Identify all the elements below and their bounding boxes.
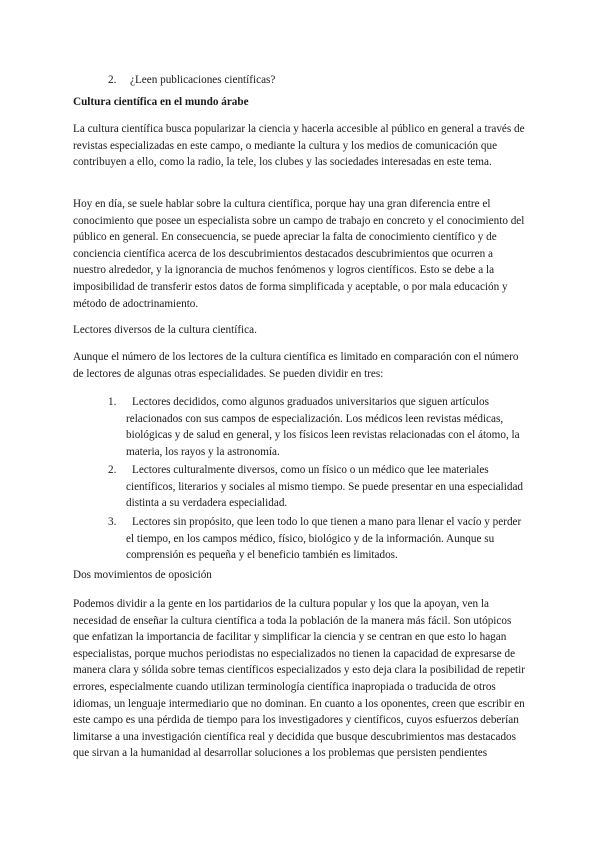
reader-type-item xyxy=(108,514,528,564)
subheading-readers: Lectores diversos de la cultura científica. xyxy=(73,324,257,336)
list-number: 2. xyxy=(108,74,117,86)
list-number: 2. xyxy=(108,464,117,476)
list-text: Lectores decididos, como algunos graduados universitarios que siguen artículos relacionados con sus campos de especialización. Los médicos leen revistas médicas, biológicas y de salud en general, y los físicos leen revistas relacionadas con el átomo, la materia, los rayos y la astronomía. xyxy=(126,396,520,458)
reader-type-item xyxy=(108,462,528,512)
list-text: ¿Leen publicaciones científicas? xyxy=(130,74,276,86)
paragraph-opposition: Podemos dividir a la gente en los partidarios de la cultura popular y los que la apoyan, ven la necesidad de enseñar la cultura científica a toda la población de la manera más fácil. Son utópicos que enfatizan la importancia de facilitar y simplificar la ciencia y se centran en que esto lo hagan especialistas, porque muchos periodistas no especializados no tienen la capacidad de expresarse de manera clara y sólida sobre temas científicos especializados y esto deja clara la posibilidad de repetir errores, especialmente cuando utilizan terminología científica inapropiada o traducida de otros idiomas, un lenguaje intermediario que no dominan. En cuanto a los oponentes, creen que escribir en este campo es una pérdida de tiempo para los investigadores y científicos, cuyos esfuerzos deberían limitarse a una investigación científica real y decidida que busque descubrimientos mas destacados que sirvan a la humanidad al desarrollar soluciones a los problemas que persisten pendientes xyxy=(73,598,525,760)
list-number: 1. xyxy=(108,396,117,408)
reader-type-item xyxy=(108,394,528,460)
paragraph-intro: La cultura científica busca popularizar la ciencia y hacerla accesible al público en general a través de revistas especializadas en este campo, o mediante la cultura y los medios de comunicación que contribuyen a ello, como la radio, la tele, los clubes y las sociedades interesadas en este tema. xyxy=(73,123,525,169)
list-text: Lectores culturalmente diversos, como un físico o un médico que lee materiales científicos, literarios y sociales al mismo tiempo. Se puede presentar en una especialidad distinta a su verdadera especialidad. xyxy=(126,464,524,510)
list-text: Lectores sin propósito, que leen todo lo que tienen a mano para llenar el vacío y perder el tiempo, en los campos médico, físico, biológico y de la información. Aunque su comprensión es pequeña y el beneficio también es limitados. xyxy=(126,516,522,562)
subheading-opposition: Dos movimientos de oposición xyxy=(73,569,212,581)
paragraph-context: Hoy en día, se suele hablar sobre la cultura científica, porque hay una gran diferencia entre el conocimiento que posee un especialista sobre un campo de trabajo en concreto y el conocimiento del público en general. En consecuencia, se puede apreciar la falta de conocimiento científico y de conciencia científica acerca de los descubrimientos destacados descubrimientos que ocurren a nuestro alrededor, y la ignorancia de muchos fenómenos y logros científicos. Esto se debe a la imposibilidad de transferir estos datos de forma simplificada y aceptable, o por mala educación y método de adoctrinamiento. xyxy=(73,198,525,310)
paragraph-readers-intro: Aunque el número de los lectores de la cultura científica es limitado en comparación con el número de lectores de algunas otras especialidades. Se pueden dividir en tres: xyxy=(73,351,519,380)
list-number: 3. xyxy=(108,516,117,528)
question-list-item xyxy=(108,72,275,89)
section-heading: Cultura científica en el mundo árabe xyxy=(73,96,249,108)
